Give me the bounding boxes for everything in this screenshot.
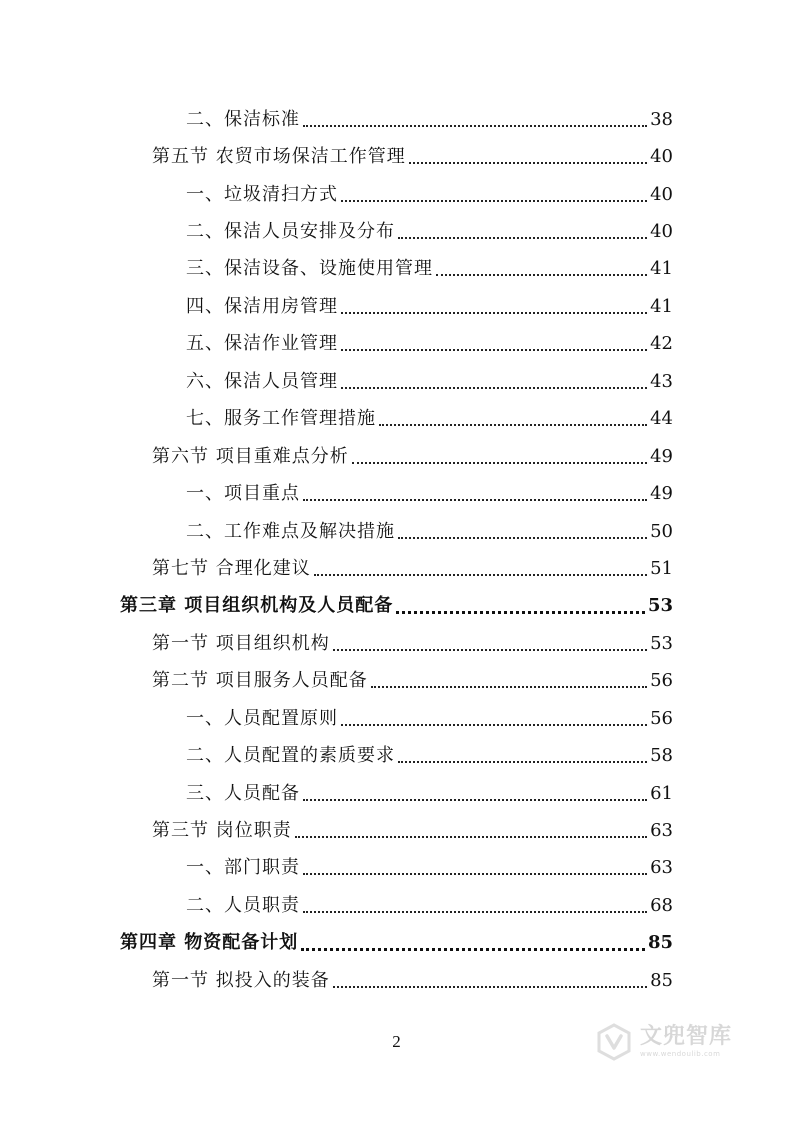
toc-entry[interactable] [0,700,793,737]
toc-entry-title: 五、保洁作业管理 [186,333,338,355]
toc-entry-page: 58 [650,745,673,767]
toc-entry[interactable] [0,737,793,774]
table-of-contents [0,101,793,1000]
toc-entry[interactable] [0,663,793,700]
toc-entry-title: 第五节 农贸市场保洁工作管理 [152,146,406,168]
toc-entry-title: 第三章 项目组织机构及人员配备 [120,595,394,617]
toc-dot-leader [341,312,647,314]
toc-entry[interactable] [0,812,793,849]
toc-dot-leader [398,237,647,239]
toc-entry-title: 一、项目重点 [186,483,300,505]
toc-dot-leader [295,836,647,838]
toc-entry[interactable] [0,288,793,325]
toc-dot-leader [333,649,647,651]
toc-entry-page: 44 [650,408,673,430]
toc-dot-leader [333,986,647,988]
watermark-name: 文兜智库 [640,1024,733,1049]
toc-entry-title: 第一节 项目组织机构 [152,632,330,654]
toc-entry-title: 第四章 物资配备计划 [120,932,299,954]
toc-dot-leader [341,387,647,389]
toc-entry-page: 41 [650,295,673,317]
toc-entry-page: 41 [650,258,673,280]
toc-entry[interactable] [0,326,793,363]
toc-dot-leader [436,274,647,276]
toc-entry[interactable] [0,438,793,475]
toc-dot-leader [341,724,647,726]
toc-entry-title: 第七节 合理化建议 [152,557,311,579]
toc-entry[interactable] [0,625,793,662]
toc-dot-leader [303,499,647,501]
toc-entry-title: 一、垃圾清扫方式 [186,183,338,205]
toc-entry-page: 85 [650,969,673,991]
toc-entry[interactable] [0,363,793,400]
toc-dot-leader [409,162,647,164]
toc-entry-title: 第二节 项目服务人员配备 [152,670,368,692]
toc-entry-title: 七、服务工作管理措施 [186,408,376,430]
toc-entry-page: 49 [650,483,673,505]
toc-entry-title: 第一节 拟投入的装备 [152,969,330,991]
toc-entry-title: 四、保洁用房管理 [186,295,338,317]
toc-entry-page: 56 [650,707,673,729]
toc-entry-page: 68 [650,894,673,916]
toc-entry[interactable] [0,588,793,625]
toc-dot-leader [371,686,647,688]
toc-entry-page: 63 [650,820,673,842]
toc-entry-page: 49 [650,445,673,467]
toc-entry[interactable] [0,475,793,512]
toc-entry-page: 63 [650,857,673,879]
toc-entry-title: 一、部门职责 [186,857,300,879]
toc-entry-page: 56 [650,670,673,692]
toc-entry-page: 51 [650,557,673,579]
toc-dot-leader [398,537,647,539]
toc-entry-title: 二、工作难点及解决措施 [186,520,395,542]
toc-dot-leader [398,761,647,763]
toc-entry[interactable] [0,550,793,587]
page-number: 2 [392,1032,401,1051]
toc-dot-leader [379,424,647,426]
toc-entry-title: 二、人员配置的素质要求 [186,745,395,767]
toc-entry-page: 50 [650,520,673,542]
toc-entry[interactable] [0,213,793,250]
toc-entry-title: 二、保洁标准 [186,108,300,130]
toc-entry[interactable] [0,775,793,812]
toc-entry-page: 38 [650,108,673,130]
toc-dot-leader [396,611,645,614]
watermark-url: www.wendoulib.com [640,1050,721,1058]
toc-entry[interactable] [0,401,793,438]
toc-entry-title: 第三节 岗位职责 [152,820,292,842]
toc-entry-title: 第六节 项目重难点分析 [152,445,349,467]
toc-entry-page: 40 [650,146,673,168]
toc-entry-title: 六、保洁人员管理 [186,370,338,392]
toc-entry[interactable] [0,176,793,213]
toc-entry-page: 42 [650,333,673,355]
watermark [594,1022,732,1062]
toc-entry-title: 一、人员配置原则 [186,707,338,729]
toc-entry[interactable] [0,251,793,288]
toc-dot-leader [303,911,647,913]
toc-entry[interactable] [0,138,793,175]
toc-entry[interactable] [0,513,793,550]
toc-entry-page: 40 [650,183,673,205]
toc-dot-leader [341,200,647,202]
toc-dot-leader [303,873,647,875]
toc-entry-page: 61 [650,782,673,804]
toc-entry-title: 二、保洁人员安排及分布 [186,221,395,243]
toc-entry[interactable] [0,101,793,138]
toc-entry-page: 53 [650,632,673,654]
toc-dot-leader [303,799,647,801]
toc-entry-page: 85 [647,932,673,954]
toc-entry-page: 43 [650,370,673,392]
toc-entry-page: 40 [650,221,673,243]
toc-dot-leader [301,948,645,951]
toc-entry[interactable] [0,887,793,924]
toc-entry-title: 三、人员配备 [186,782,300,804]
toc-entry[interactable] [0,850,793,887]
toc-entry-title: 三、保洁设备、设施使用管理 [186,258,433,280]
toc-entry-page: 53 [647,595,673,617]
toc-dot-leader [341,349,647,351]
toc-entry[interactable] [0,962,793,999]
toc-entry[interactable] [0,925,793,962]
toc-dot-leader [352,462,647,464]
toc-dot-leader [303,125,647,127]
watermark-logo-icon [594,1022,634,1062]
toc-entry-title: 二、人员职责 [186,894,300,916]
toc-dot-leader [314,574,647,576]
